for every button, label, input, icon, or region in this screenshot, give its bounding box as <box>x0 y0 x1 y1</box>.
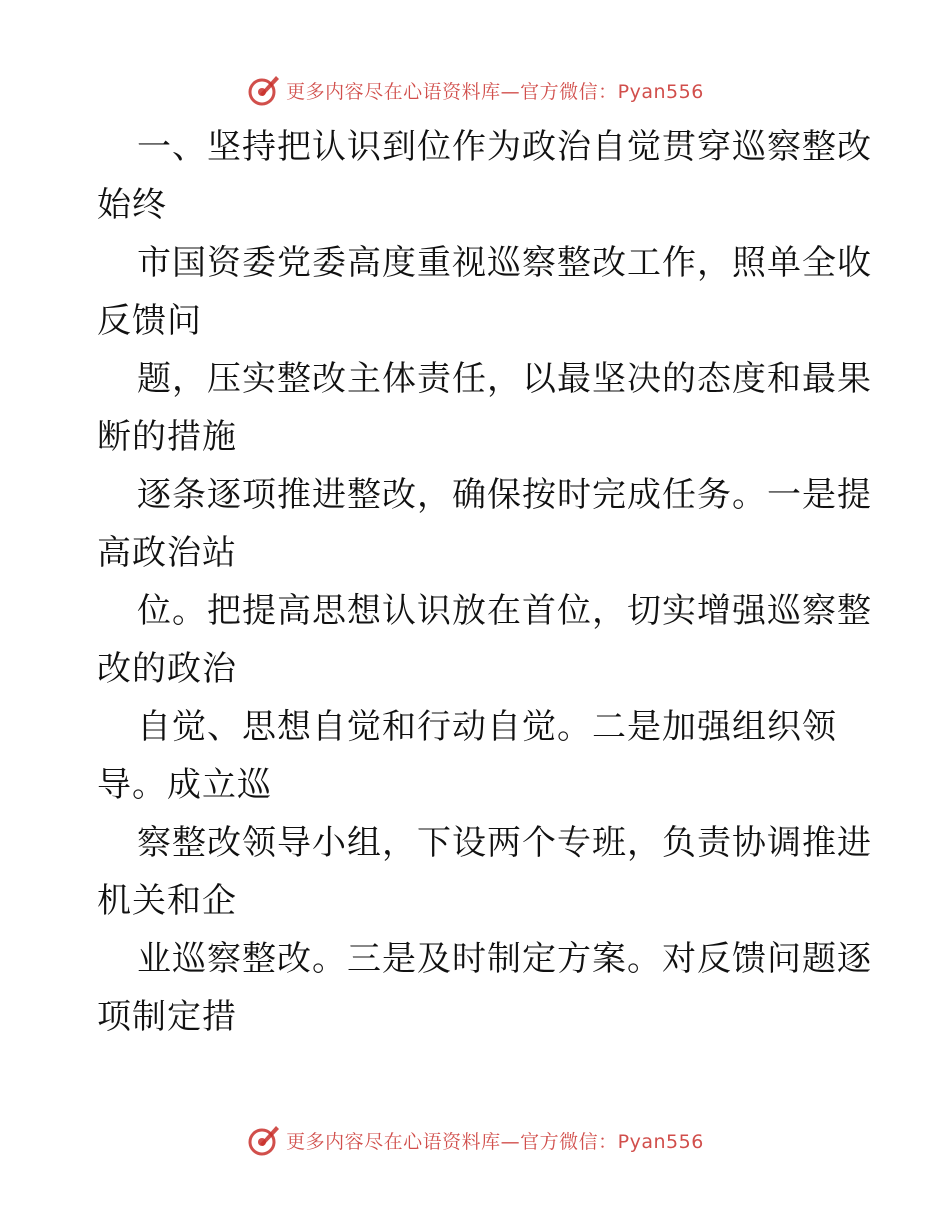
body-line: 位。把提高思想认识放在首位，切实增强巡察整 <box>137 591 872 631</box>
body-line: 逐条逐项推进整改，确保按时完成任务。一是提 <box>137 475 872 515</box>
body-line: 项制定措 <box>97 997 237 1037</box>
body-line: 题，压实整改主体责任，以最坚决的态度和最果 <box>137 359 872 399</box>
body-line: 改的政治 <box>97 649 237 689</box>
footer-banner <box>0 1120 950 1160</box>
body-line: 高政治站 <box>97 533 237 573</box>
quill-logo-icon <box>246 72 282 108</box>
quill-logo-icon <box>246 1122 282 1158</box>
header-banner <box>0 70 950 110</box>
body-line: 反馈问 <box>97 301 202 341</box>
body-line: 一、坚持把认识到位作为政治自觉贯穿巡察整改 <box>137 127 872 167</box>
body-line: 察整改领导小组，下设两个专班，负责协调推进 <box>137 823 872 863</box>
body-line: 业巡察整改。三是及时制定方案。对反馈问题逐 <box>137 939 872 979</box>
body-line: 市国资委党委高度重视巡察整改工作，照单全收 <box>137 243 872 283</box>
header-banner-text: 更多内容尽在心语资料库—官方微信：Pyan556 <box>286 80 704 103</box>
body-line: 导。成立巡 <box>97 765 272 805</box>
body-line: 自觉、思想自觉和行动自觉。二是加强组织领 <box>137 707 837 747</box>
body-line: 始终 <box>97 185 167 225</box>
footer-banner-text: 更多内容尽在心语资料库—官方微信：Pyan556 <box>286 1130 704 1153</box>
body-line: 断的措施 <box>97 417 237 457</box>
body-line: 机关和企 <box>97 881 237 921</box>
document-body <box>97 118 872 1046</box>
